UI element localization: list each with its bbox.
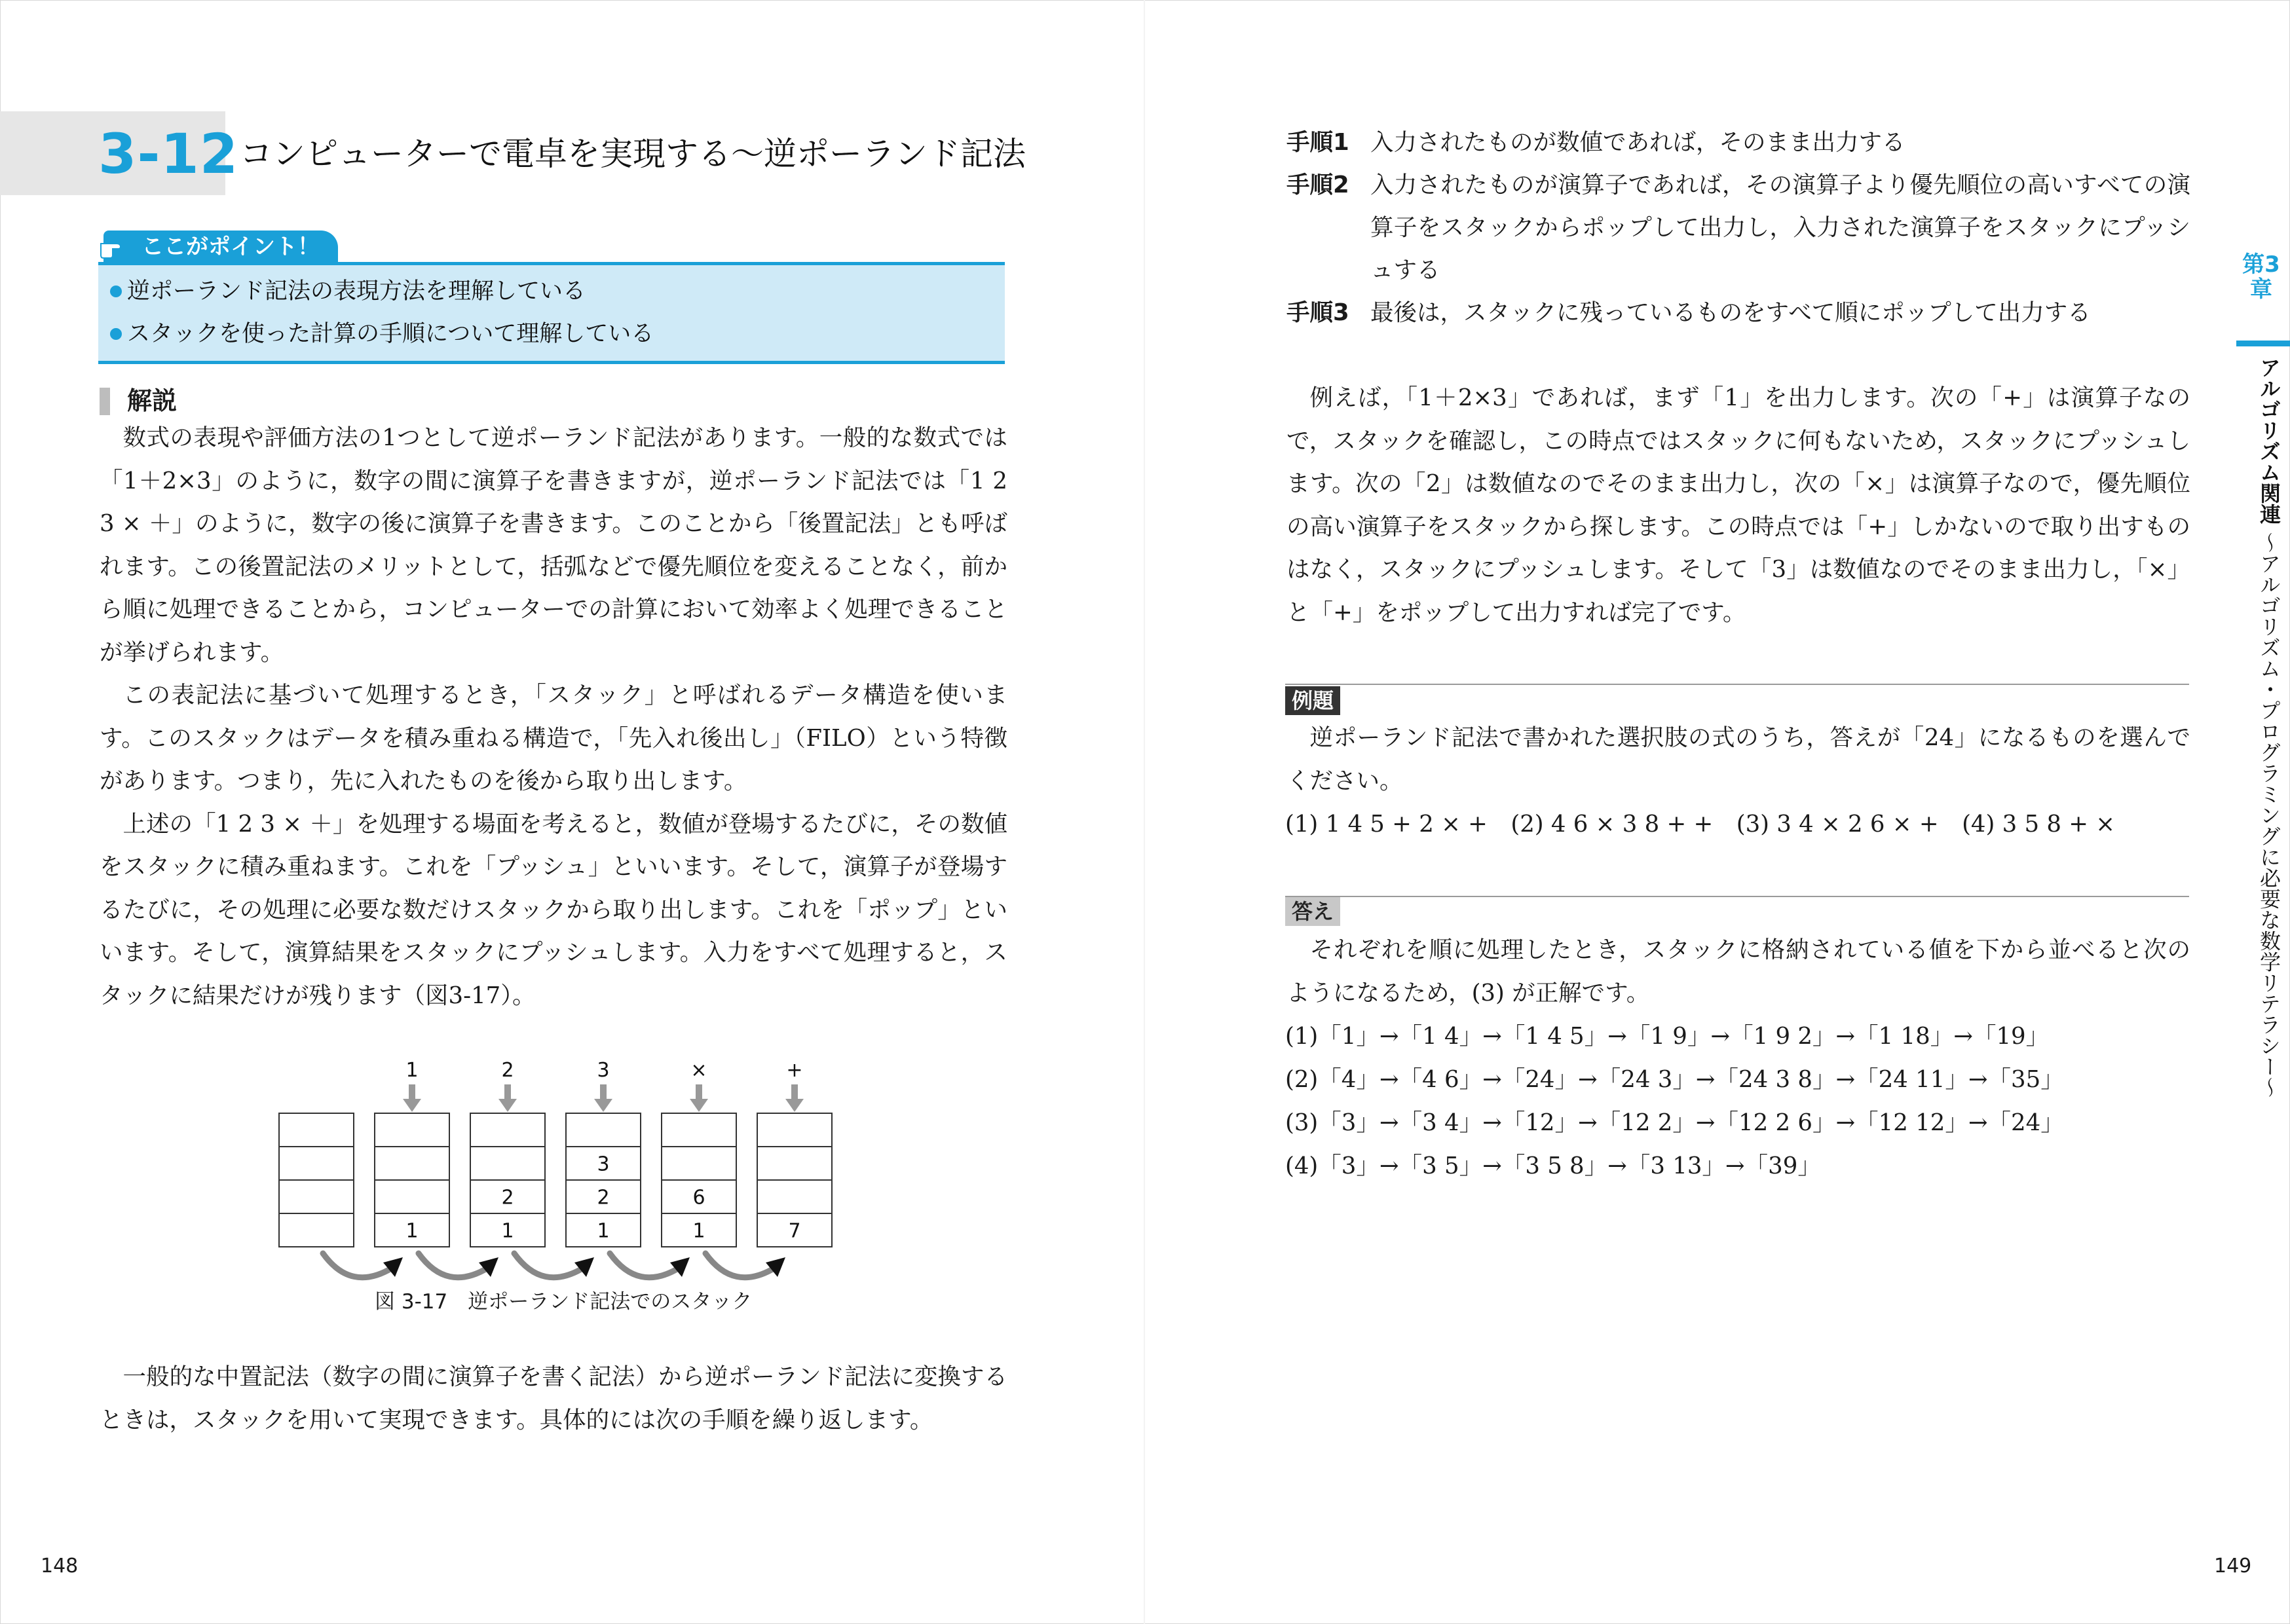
stack-value: 7 [788, 1219, 801, 1243]
chapter-subtitle: 〜アルゴリズム・プログラミングに必要な数学リテラシー〜 [2257, 532, 2281, 1098]
stack-value: 1 [501, 1219, 514, 1243]
stack-value: 1 [692, 1219, 705, 1243]
chapter-tab-bar [2236, 341, 2290, 346]
point-item: 逆ポーランド記法の表現方法を理解している [110, 275, 586, 308]
rei-choices: (1) 1 4 5 + 2 × + (2) 4 6 × 3 8 + + (3) 3 4 × 2 6 × + (4) 3 5 8 + × [1285, 811, 2116, 838]
bullet-icon [110, 286, 122, 297]
step-text: 最後は，スタックに残っているものをすべて順にポップして出力する [1370, 299, 2091, 326]
stack-cell [375, 1147, 449, 1180]
divider [1285, 684, 2189, 685]
page-number-right: 149 [2214, 1555, 2252, 1578]
step-label: 手順2 [1286, 172, 1349, 198]
rei-question-block [1286, 716, 2190, 802]
stack-cell [470, 1113, 545, 1147]
stack-cell [757, 1180, 832, 1213]
gutter [1144, 0, 1145, 1624]
push-arrow-shaft [409, 1084, 415, 1100]
figure-caption: 図 3-17 逆ポーランド記法でのスタック [375, 1290, 753, 1314]
push-arrow-head [594, 1099, 612, 1112]
heading-marker [100, 388, 110, 415]
transition-arrow [705, 1253, 775, 1278]
stack-cell [375, 1113, 449, 1147]
stack-cell [375, 1180, 449, 1213]
stack-cell [279, 1147, 354, 1180]
divider [1285, 896, 2189, 897]
point-label: ここがポイント！ [103, 231, 338, 263]
answer-tag: 答え [1285, 897, 1340, 926]
answer-line: (1)「1」→「1 4」→「1 4 5」→「1 9」→「1 9 2」→「1 18」→「19」 [1285, 1023, 2050, 1050]
transition-arrow [514, 1253, 584, 1278]
stack-cell [566, 1113, 641, 1147]
answer-line: (4)「3」→「3 5」→「3 5 8」→「3 13」→「39」 [1285, 1153, 1821, 1179]
chapter-title: アルゴリズム関連 [2257, 357, 2281, 525]
stack-cell [279, 1113, 354, 1147]
push-arrow-shaft [696, 1084, 702, 1100]
pointing-hand-icon [98, 233, 127, 261]
paragraph: 例えば，「1＋2×3」であれば，まず「1」を出力します。次の「+」は演算子なので，スタックを確認し，この時点ではスタックに何もないため，スタックにプッシュします。次の「2」は数値なのでそのまま出力し，次の「×」は演算子なので，優先順位の高い演算子をスタックから探します。この時点では「+」しかないので取り出すものはなく，スタックにプッシュします。そして「3」は数値なのでそのまま出力し，「×」と「+」をポップして出力すれば完了です。 [1286, 384, 2190, 626]
kaisetsu-body [100, 416, 1007, 1017]
step-2 [1286, 164, 2190, 291]
input-token: × [690, 1059, 707, 1082]
chapter-tab: 第3章 [2242, 251, 2280, 303]
input-token: 1 [405, 1059, 419, 1082]
input-token: + [786, 1059, 803, 1082]
answer-line: (3)「3」→「3 4」→「12」→「12 2」→「12 2 6」→「12 12」→「24」 [1285, 1109, 2064, 1136]
kaisetsu-heading: 解説 [127, 386, 178, 415]
paragraph: 一般的な中置記法（数字の間に演算子を書く記法）から逆ポーランド記法に変換するときは，スタックを用いて実現できます。具体的には次の手順を繰り返します。 [100, 1363, 1007, 1433]
section-number: 3-12 [98, 122, 239, 186]
point-box [98, 262, 1005, 364]
stack-cell [279, 1213, 354, 1247]
stack-cell [757, 1113, 832, 1147]
section-title: コンピューターで電卓を実現する〜逆ポーランド記法 [240, 135, 1026, 173]
push-arrow-shaft [504, 1084, 511, 1100]
push-arrow-shaft [600, 1084, 607, 1100]
rei-question: 逆ポーランド記法で書かれた選択肢の式のうち，答えが「24」になるものを選んでください。 [1286, 724, 2190, 794]
stack-value: 3 [597, 1153, 610, 1176]
push-arrow-head [785, 1099, 804, 1112]
answer-block [1286, 929, 2190, 1014]
answer-text: それぞれを順に処理したとき，スタックに格納されている値を下から並べると次のようになるため，(3) が正解です。 [1286, 936, 2190, 1006]
step-label: 手順3 [1286, 299, 1349, 326]
stack-value: 1 [405, 1219, 419, 1243]
push-arrow-head [498, 1099, 517, 1112]
push-arrow-shaft [791, 1084, 798, 1100]
answer-line: (2)「4」→「4 6」→「24」→「24 3」→「24 3 8」→「24 11」→「35」 [1285, 1066, 2064, 1093]
push-arrow-head [403, 1099, 421, 1112]
chapter-title-vertical [2240, 357, 2282, 1098]
step-3 [1286, 291, 2190, 334]
stack-cell [662, 1113, 736, 1147]
conversion-body [100, 1356, 1007, 1441]
stack-value: 6 [692, 1186, 705, 1209]
step-text: 入力されたものが数値であれば，そのまま出力する [1370, 129, 1905, 156]
stack-cell [470, 1147, 545, 1180]
step-1 [1286, 121, 2190, 164]
paragraph: 数式の表現や評価方法の1つとして逆ポーランド記法があります。一般的な数式では「1＋2×3」のように，数字の間に演算子を書きますが，逆ポーランド記法では「1 2 3 × ＋」のように，数字の後に演算子を書きます。このことから「後置記法」とも呼ばれます。この後置記法のメリットとして，括弧などで優先順位を変えることなく，前から順に処理できることから，コンピューターでの計算において効率よく処理できることが挙げられます。 [100, 424, 1007, 666]
push-arrow-head [690, 1099, 708, 1112]
example-body [1286, 377, 2190, 634]
transition-arrow [610, 1253, 679, 1278]
stack-value: 1 [597, 1219, 610, 1243]
step-label: 手順1 [1286, 129, 1349, 156]
stack-value: 2 [501, 1186, 514, 1209]
paragraph: 上述の「1 2 3 × ＋」を処理する場面を考えると，数値が登場するたびに，その数値をスタックに積み重ねます。これを「プッシュ」といいます。そして，演算子が登場するたびに，その処理に必要な数だけスタックから取り出します。これを「ポップ」といいます。そして，演算結果をスタックにプッシュします。入力をすべて処理すると，スタックに結果だけが残ります（図3-17）。 [100, 810, 1007, 1009]
point-item: スタックを使った計算の手順について理解している [110, 318, 654, 350]
stack-cell [279, 1180, 354, 1213]
input-token: 3 [597, 1059, 610, 1082]
stack-cell [662, 1147, 736, 1180]
stack-cell [757, 1147, 832, 1180]
transition-arrow [323, 1253, 392, 1278]
paragraph: この表記法に基づいて処理するとき，「スタック」と呼ばれるデータ構造を使います。このスタックはデータを積み重ねる構造で，「先入れ後出し」（FILO）という特徴があります。つまり，先に入れたものを後から取り出します。 [100, 682, 1007, 794]
bullet-icon [110, 328, 122, 340]
step-text: 入力されたものが演算子であれば，その演算子より優先順位の高いすべての演算子をスタックからポップして出力し，入力された演算子をスタックにプッシュする [1370, 172, 2190, 284]
stack-figure [262, 1054, 852, 1316]
transition-arrow [419, 1253, 488, 1278]
page-number-left: 148 [41, 1555, 79, 1578]
stack-value: 2 [597, 1186, 610, 1209]
input-token: 2 [501, 1059, 514, 1082]
rei-tag: 例題 [1285, 686, 1340, 715]
